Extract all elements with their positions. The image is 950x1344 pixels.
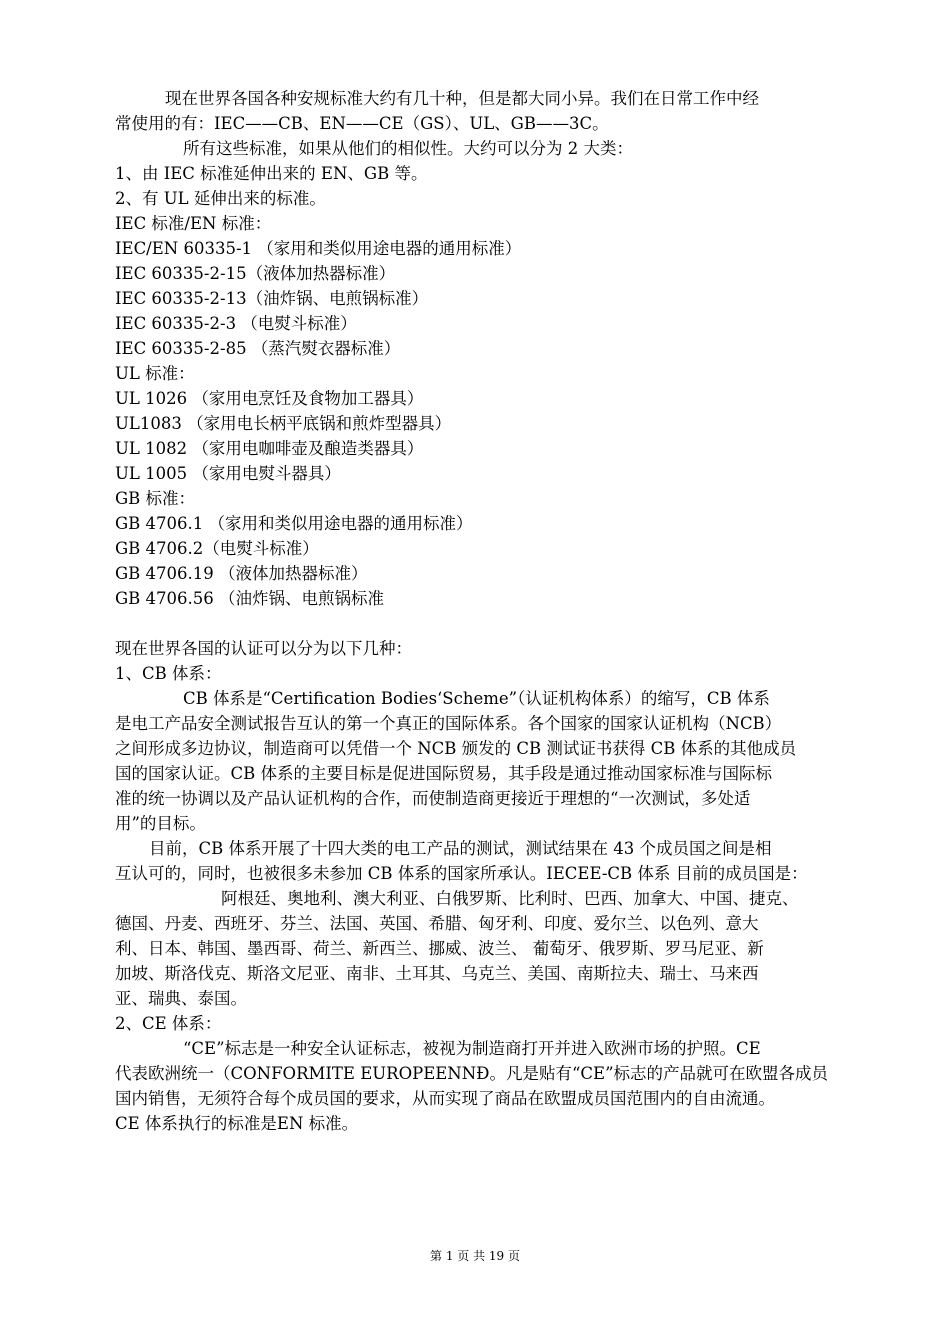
cb-member-line: 亚、瑞典、泰国。 [115, 989, 247, 1008]
intro-line: 1、由 IEC 标准延伸出来的 EN、GB 等。 [115, 164, 428, 183]
cb-paragraph-line: 之间形成多边协议，制造商可以凭借一个 NCB 颁发的 CB 测试证书获得 CB 体系的其他成员 [115, 739, 797, 758]
cb-paragraph-line: 准的统一协调以及产品认证机构的合作，而使制造商更接近于理想的“一次测试，多处适 [115, 789, 751, 808]
gb-standard-item: GB 4706.2（电熨斗标准） [115, 539, 319, 558]
ul-heading: UL 标准： [115, 364, 195, 383]
iec-heading: IEC 标准/EN 标准： [115, 214, 272, 233]
ul-standard-item: UL 1005 （家用电熨斗器具） [115, 464, 341, 483]
cb-paragraph-line: 目前，CB 体系开展了十四大类的电工产品的测试，测试结果在 43 个成员国之间是相 [149, 839, 772, 858]
iec-standard-item: IEC 60335-2-85 （蒸汽熨衣器标准） [115, 339, 401, 358]
blank-line [115, 611, 865, 636]
cb-paragraph-line: 是电工产品安全测试报告互认的第一个真正的国际体系。各个国家的国家认证机构（NCB） [115, 714, 782, 733]
intro-line: 常使用的有：IEC——CB、EN——CE（GS）、UL、GB——3C。 [115, 114, 609, 133]
cb-paragraph-line: 用”的目标。 [115, 814, 206, 833]
iec-standard-item: IEC/EN 60335-1 （家用和类似用途电器的通用标准） [115, 239, 522, 258]
ce-paragraph-line: 代表欧洲统一（CONFORMITE EUROPEENNÐ。凡是贴有“CE”标志的产品就可在欧盟各成员 [115, 1064, 829, 1083]
ce-paragraph-line: “CE”标志是一种安全认证标志，被视为制造商打开并进入欧洲市场的护照。CE [183, 1039, 761, 1058]
cb-member-line: 阿根廷、奥地利、澳大利亚、白俄罗斯、比利时、巴西、加拿大、中国、捷克、 [221, 889, 799, 908]
ul-standard-item: UL1083 （家用电长柄平底锅和煎炸型器具） [115, 414, 452, 433]
iec-standard-item: IEC 60335-2-3 （电熨斗标准） [115, 314, 357, 333]
intro-line: 现在世界各国各种安规标准大约有几十种，但是都大同小异。我们在日常工作中经 [165, 89, 759, 108]
iec-standard-item: IEC 60335-2-15（液体加热器标准） [115, 264, 396, 283]
intro-line: 2、有 UL 延伸出来的标准。 [115, 189, 326, 208]
cb-heading: 1、CB 体系： [115, 664, 222, 683]
intro-line: 所有这些标准，如果从他们的相似性。大约可以分为 2 大类： [183, 139, 633, 158]
gb-standard-item: GB 4706.19 （液体加热器标准） [115, 564, 368, 583]
iec-standard-item: IEC 60335-2-13（油炸锅、电煎锅标准） [115, 289, 429, 308]
page-number-footer: 第 1 页 共 19 页 [430, 1249, 520, 1263]
cb-member-line: 加坡、斯洛伐克、斯洛文尼亚、南非、土耳其、乌克兰、美国、南斯拉夫、瑞士、马来西 [115, 964, 759, 983]
ce-heading: 2、CE 体系： [115, 1014, 222, 1033]
cb-member-line: 德国、丹麦、西班牙、芬兰、法国、英国、希腊、匈牙利、印度、爱尔兰、以色列、意大 [115, 914, 759, 933]
gb-standard-item: GB 4706.1 （家用和类似用途电器的通用标准） [115, 514, 473, 533]
ul-standard-item: UL 1082 （家用电咖啡壶及酿造类器具） [115, 439, 424, 458]
ce-paragraph-line: CE 体系执行的标准是EN 标准。 [115, 1114, 359, 1133]
cb-member-line: 利、日本、韩国、墨西哥、荷兰、新西兰、挪威、波兰、 葡萄牙、俄罗斯、罗马尼亚、新 [115, 939, 764, 958]
document-body [115, 86, 865, 1136]
cb-paragraph-line: CB 体系是“Certification Bodies‘Scheme”（认证机构体系）的缩写，CB 体系 [183, 689, 770, 708]
certification-intro: 现在世界各国的认证可以分为以下几种： [115, 639, 412, 658]
cb-paragraph-line: 互认可的，同时，也被很多未参加 CB 体系的国家所承认。IECEE-CB 体系 目前的成员国是： [115, 864, 808, 883]
ul-standard-item: UL 1026 （家用电烹饪及食物加工器具） [115, 389, 424, 408]
cb-paragraph-line: 国的国家认证。CB 体系的主要目标是促进国际贸易，其手段是通过推动国家标准与国际标 [115, 764, 772, 783]
ce-paragraph-line: 国内销售，无须符合每个成员国的要求，从而实现了商品在欧盟成员国范围内的自由流通。 [115, 1089, 775, 1108]
gb-standard-item: GB 4706.56 （油炸锅、电煎锅标准 [115, 589, 385, 608]
gb-heading: GB 标准： [115, 489, 196, 508]
